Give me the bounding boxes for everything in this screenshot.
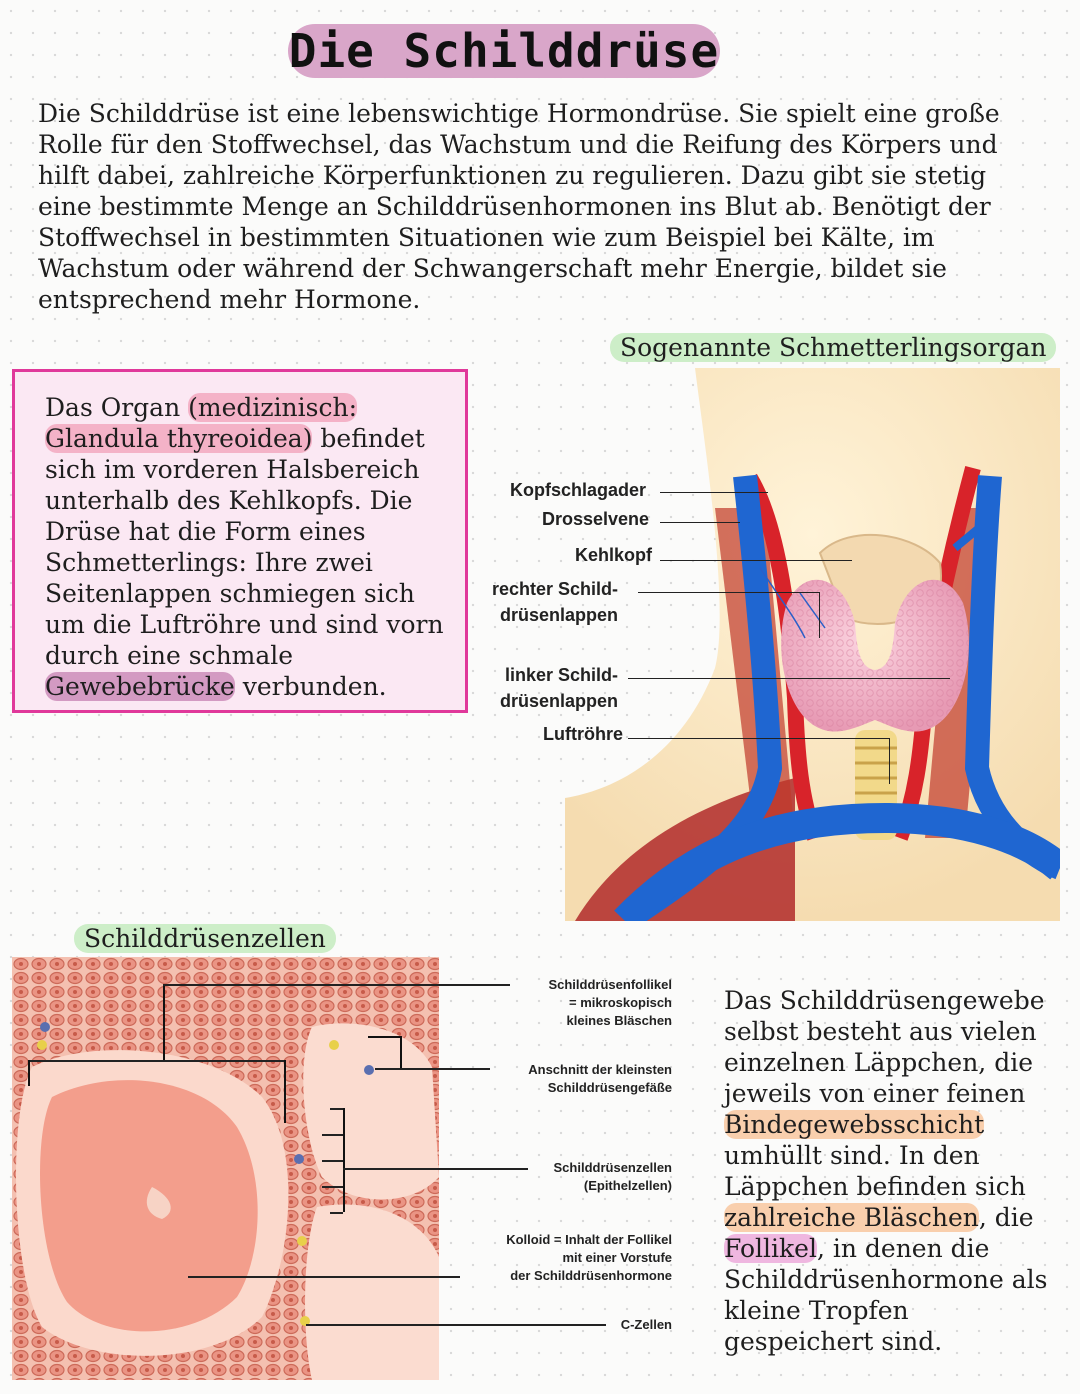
organ-text: durch eine schmale	[45, 641, 294, 670]
label-rechter-schilddruesenlappen-1: rechter Schild-	[492, 579, 619, 599]
desc-line: Läppchen befinden sich	[724, 1172, 1026, 1201]
bracket-line	[28, 1060, 285, 1062]
label-kopfschlagader: Kopfschlagader	[510, 480, 647, 500]
intro-line: Die Schilddrüse ist eine lebenswichtige Hormondrüse. Sie spielt eine große	[38, 99, 1000, 128]
highlight-medizinisch: (medizinisch:	[188, 393, 358, 422]
label-kehlkopf: Kehlkopf	[575, 545, 653, 565]
leader-line	[188, 1276, 460, 1278]
leader-line	[163, 984, 510, 986]
desc-line: jeweils von einer feinen	[724, 1079, 1026, 1108]
label-schilddruesenzellen	[470, 1159, 672, 1195]
organ-text: Schmetterlings: Ihre zwei	[45, 548, 373, 577]
desc-line: kleine Tropfen	[724, 1296, 909, 1325]
organ-text: verbunden.	[234, 672, 387, 701]
intro-line: eine bestimmte Menge an Schilddrüsenhormonen ins Blut ab. Benötigt der	[38, 192, 991, 221]
label-line: Kolloid = Inhalt der Follikel	[506, 1232, 672, 1247]
leader-line	[889, 738, 890, 784]
leader-line	[628, 738, 890, 739]
organ-text: unterhalb des Kehlkopfs. Die	[45, 486, 413, 515]
leader-line	[819, 592, 820, 638]
highlight-bindegewebsschicht: Bindegewebsschicht	[724, 1110, 985, 1139]
label-line: Schilddrüsengefäße	[547, 1080, 672, 1095]
label-luftroehre: Luftröhre	[543, 724, 623, 744]
label-linker-schilddruesenlappen-1: linker Schild-	[505, 665, 619, 685]
label-linker-schilddruesenlappen-2: drüsenlappen	[500, 691, 619, 711]
organ-text: Das Organ	[45, 393, 181, 422]
intro-paragraph	[38, 98, 1048, 315]
bracket-line	[28, 1060, 30, 1086]
organ-heading-wrap	[610, 331, 1056, 365]
bracket-line	[322, 1134, 343, 1136]
bracket-line	[163, 984, 165, 1060]
leader-line	[660, 560, 852, 561]
highlight-follikel: Follikel	[724, 1234, 817, 1263]
organ-text: sich im vorderen Halsbereich	[45, 455, 420, 484]
intro-line: Stoffwechsel in bestimmten Situationen wie zum Beispiel bei Kälte, im	[38, 223, 935, 252]
desc-text: , in denen die	[816, 1234, 990, 1263]
intro-line: entsprechend mehr Hormone.	[38, 285, 421, 314]
desc-line: Das Schilddrüsengewebe	[724, 986, 1045, 1015]
bracket-line	[330, 1108, 343, 1110]
cells-heading-wrap	[74, 922, 336, 956]
organ-text: befindet	[312, 424, 425, 453]
leader-line	[628, 678, 950, 679]
thyroid-anatomy-illustration	[565, 368, 1060, 921]
highlight-gewebebruecke: Gewebebrücke	[45, 672, 235, 701]
label-schilddruesenfollikel	[470, 976, 672, 1030]
cells-heading: Schilddrüsenzellen	[74, 924, 336, 953]
organ-text: Drüse hat die Form eines	[45, 517, 366, 546]
intro-line: Wachstum oder während der Schwangerschaft mehr Energie, bildet sie	[38, 254, 947, 283]
label-line: Schilddrüsenfollikel	[548, 977, 672, 992]
desc-line: Schilddrüsenhormone als	[724, 1265, 1048, 1294]
intro-line: hilft dabei, zahlreiche Körperfunktionen zu regulieren. Dazu gibt sie stetig	[38, 161, 987, 190]
desc-text: , die	[978, 1203, 1034, 1232]
page-title: Die Schilddrüse	[288, 24, 720, 78]
bracket-line	[322, 1160, 343, 1162]
bracket-line	[368, 1036, 402, 1068]
label-line: = mikroskopisch	[569, 995, 672, 1010]
label-rechter-schilddruesenlappen-2: drüsenlappen	[500, 605, 619, 625]
label-line: kleines Bläschen	[566, 1013, 672, 1028]
label-line: Schilddrüsenzellen	[553, 1160, 672, 1175]
label-drosselvene: Drosselvene	[542, 509, 650, 529]
organ-text: um die Luftröhre und sind vorn	[45, 610, 444, 639]
leader-line	[638, 592, 820, 593]
label-line: mit einer Vorstufe	[562, 1250, 672, 1265]
label-line: der Schilddrüsenhormone	[510, 1268, 672, 1283]
leader-line	[660, 522, 740, 523]
leader-line	[660, 492, 768, 493]
desc-line: einzelnen Läppchen, die	[724, 1048, 1033, 1077]
organ-heading: Sogenannte Schmetterlingsorgan	[610, 333, 1056, 362]
label-line: (Epithelzellen)	[583, 1178, 672, 1193]
label-line: Anschnitt der kleinsten	[528, 1062, 672, 1077]
organ-info-box	[12, 369, 468, 713]
bracket-line	[343, 1108, 345, 1212]
bracket-line	[322, 1186, 343, 1188]
desc-line: umhüllt sind. In den	[724, 1141, 980, 1170]
bracket-line	[284, 1060, 286, 1123]
bracket-line	[330, 1212, 343, 1214]
label-schilddruesengefaesse	[470, 1061, 672, 1097]
desc-line: gespeichert sind.	[724, 1327, 943, 1356]
label-kolloid	[460, 1231, 672, 1285]
organ-text: Seitenlappen schmiegen sich	[45, 579, 415, 608]
highlight-glandula: Glandula thyreoidea)	[45, 424, 313, 453]
label-c-zellen: C-Zellen	[620, 1317, 672, 1332]
highlight-zahlreiche-blaeschen: zahlreiche Bläschen	[724, 1203, 979, 1232]
intro-line: Rolle für den Stoffwechsel, das Wachstum und die Reifung des Körpers und	[38, 130, 998, 159]
desc-line: selbst besteht aus vielen	[724, 1017, 1037, 1046]
tissue-description	[724, 985, 1064, 1357]
